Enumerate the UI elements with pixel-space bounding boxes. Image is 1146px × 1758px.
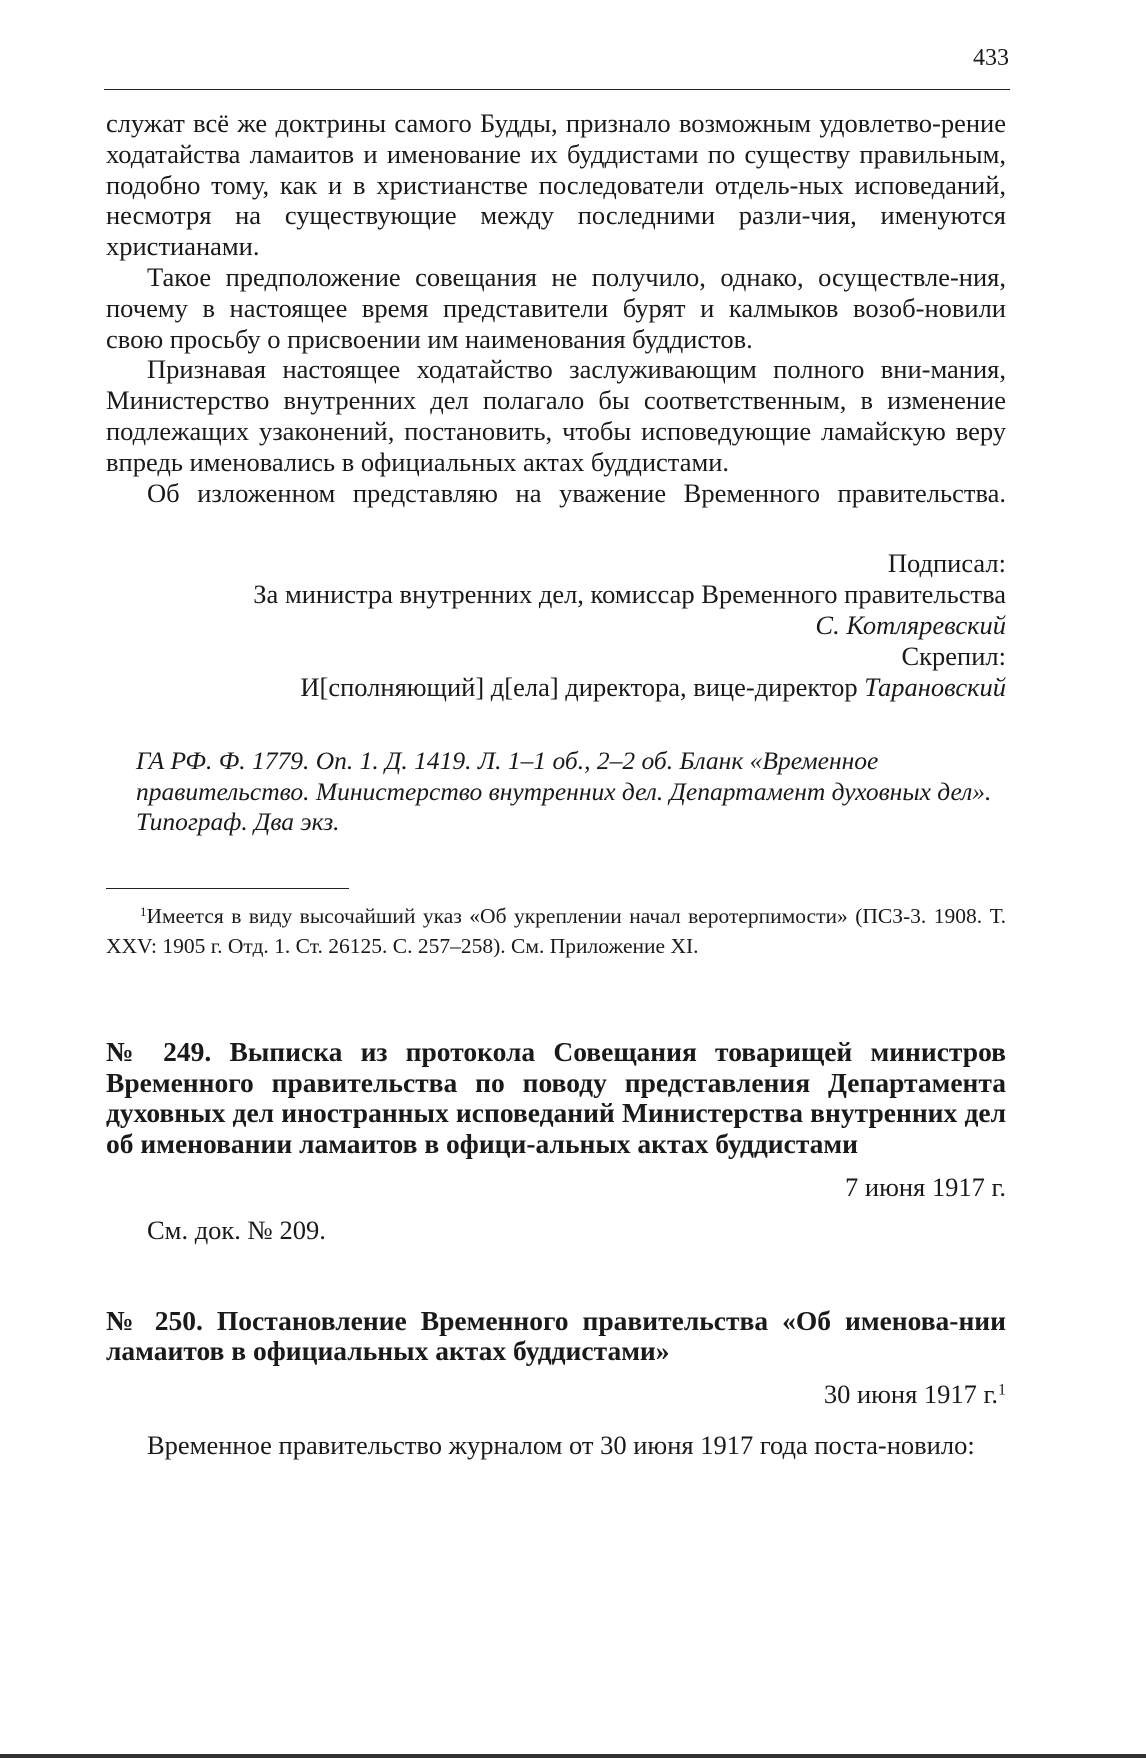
paragraph-submission: Об изложенном представляю на уважение Временного правительства.: [147, 477, 1006, 508]
header-rule: [104, 89, 1010, 90]
scan-bottom-edge: [0, 1754, 1146, 1758]
doc-250-footnote-marker: 1: [998, 1381, 1006, 1399]
footnote-text: Имеется в виду высочайший указ «Об укреплении начал веротерпимости» (ПСЗ-3. 1908. Т. XXV: 1905 г. Отд. 1. Ст. 26125. С. 257–258). См. Приложение XI.: [106, 903, 1006, 958]
doc-249-reference: См. док. № 209.: [147, 1214, 326, 1245]
footnote-marker: 1: [140, 904, 147, 919]
countersigner-line: [106, 672, 1006, 703]
signer-role: За министра внутренних дел, комиссар Временного правительства: [253, 579, 1006, 610]
countersigned-label: Скрепил:: [901, 640, 1006, 671]
doc-250-body: Временное правительство журналом от 30 июня 1917 года поста-новило:: [147, 1430, 975, 1461]
countersigner-role: И[сполняющий] д[ела] директора, вице-директор: [300, 671, 865, 702]
signer-name: С. Котляревский: [815, 609, 1006, 640]
footnote-rule: [106, 888, 349, 889]
doc-250-date-line: [106, 1379, 1006, 1410]
page-number: 433: [973, 45, 1009, 71]
paragraph-ministry-position: Признавая настоящее ходатайство заслуживающим полного вни-мания, Министерство внутренних дел полагало бы соответственным, в изменение подлежащих узаконений, постановить, чтобы исповедующие ламайскую веру впредь именовались в официальных актах буддистами.: [106, 354, 1006, 477]
footnote: [106, 901, 1006, 961]
doc-250-title: № 250. Постановление Временного правительства «Об именова-нии ламаитов в официальных актах буддистами»: [106, 1304, 1006, 1367]
doc-249-date: 7 июня 1917 г.: [845, 1172, 1006, 1203]
signature-block: [106, 548, 1006, 702]
signed-label: Подписал:: [887, 548, 1006, 579]
paragraph-continuation: служат всё же доктрины самого Будды, признало возможным удовлетво-рение ходатайства ламаитов и именование их буддистами по существу правильным, подобно тому, как и в христианстве последователи отдель-ных исповеданий, несмотря на существующие между последними разли-чия, именуются христианами.: [106, 108, 1006, 262]
countersigner-name: Тарановский: [864, 671, 1006, 702]
doc-250-date: 30 июня 1917 г.: [823, 1379, 999, 1410]
paragraph-meeting-proposal: Такое предположение совещания не получило, однако, осуществле-ния, почему в настоящее время представители бурят и калмыков возоб-новили свою просьбу о присвоении им наименования буддистов.: [106, 261, 1006, 354]
archive-note: ГА РФ. Ф. 1779. Оп. 1. Д. 1419. Л. 1–1 об., 2–2 об. Бланк «Временное правительство. Министерство внутренних дел. Департамент духовных дел». Типограф. Два экз.: [136, 746, 992, 837]
page-content: [106, 108, 1006, 1461]
doc-249-title: № 249. Выписка из протокола Совещания товарищей министров Временного правительства по поводу представления Департамента духовных дел иностранных исповеданий Министерства внутренних дел об именовании ламаитов в офици-альных актах буддистами: [106, 1035, 1006, 1160]
